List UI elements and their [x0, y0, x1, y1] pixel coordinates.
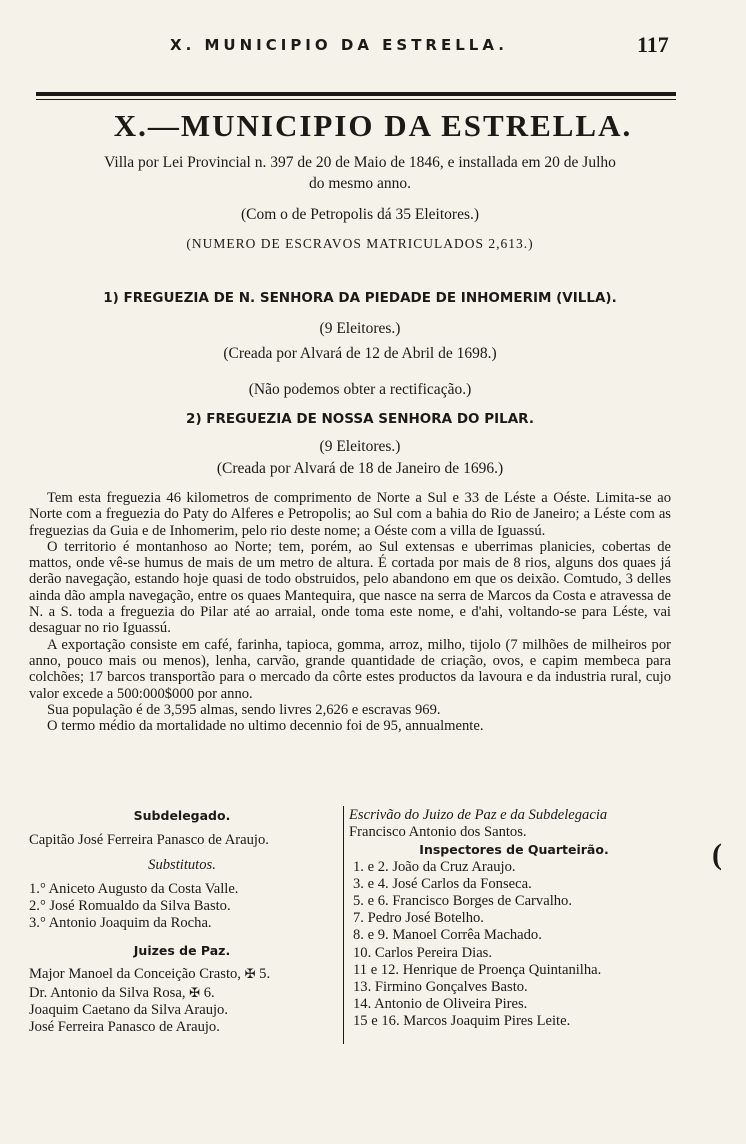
paragraph-territory: O territorio é montanhoso ao Norte; tem, porém, ao Sul extensas e uberrimas planicies, cobertas de mattos, onde vê-se humus de mais de um metro de altura. É cortada por mais de 8 rios, alguns dos quaes já derão navegação, estando hoje quasi de todo obstruidos, pelo abandono em que os deixão. Comtudo, 3 delles ainda dão ampla navegação, entre os quaes Mantequira, que nasce na serra de Marcos da Costa e atravessa de N. a S. toda a freguezia do Pilar até ao arraial, onde toma este nome, e d'ahi, voltando-se para Léste, vai desaguar no rio Iguassú. [29, 538, 671, 637]
parish-1-note: (Não podemos obter a rectificação.) [248, 381, 472, 398]
list-item: 13. Firmino Gonçalves Basto. [353, 979, 528, 996]
substitutos-list [29, 881, 335, 933]
juiz-name: Major Manoel da Conceição Crasto, [29, 966, 241, 983]
paragraph-population: Sua população é de 3,595 almas, sendo livres 2,626 e escravas 969. [47, 701, 441, 718]
juiz-name: Joaquim Caetano da Silva Araujo. [29, 1001, 229, 1018]
list-item [29, 984, 335, 1002]
column-divider [343, 806, 344, 1044]
page-number: 117 [637, 32, 669, 57]
subdelegado-name: Capitão José Ferreira Panasco de Araujo. [29, 832, 269, 849]
double-rule-thick [36, 92, 676, 96]
paragraph-mortality: O termo médio da mortalidade no ultimo decennio foi de 95, annualmente. [47, 718, 484, 735]
list-item: 3. e 4. José Carlos da Fonseca. [353, 875, 532, 892]
inspectores-heading: Inspectores de Quarteirão. [419, 842, 609, 858]
list-item: 2.° José Romualdo da Silva Basto. [29, 897, 231, 914]
right-column [349, 807, 679, 1031]
juizes-list [29, 965, 335, 1036]
list-item: 10. Carlos Pereira Dias. [353, 944, 493, 961]
parish-1-title: 1) FREGUEZIA DE N. SENHORA DA PIEDADE DE INHOMERIM (VILLA). [103, 290, 617, 306]
parish-1-electors: (9 Eleitores.) [319, 320, 401, 337]
list-item: 1. e 2. João da Cruz Araujo. [353, 858, 516, 875]
left-column [29, 807, 335, 1036]
double-rule-thin [36, 99, 676, 100]
substitutos-heading: Substitutos. [148, 857, 216, 874]
intro-line-2: do mesmo anno. [308, 175, 412, 192]
parish-2-electors: (9 Eleitores.) [319, 438, 401, 455]
inspectores-list [349, 859, 679, 1031]
slave-count: (NUMERO DE ESCRAVOS MATRICULADOS 2,613.) [186, 236, 534, 251]
list-item: 3.° Antonio Joaquim da Rocha. [29, 915, 212, 932]
running-title: X. MUNICIPIO DA ESTRELLA. [170, 36, 508, 54]
cross-icon: ✠ [244, 966, 256, 982]
margin-bracket-mark: ( [712, 838, 722, 871]
paragraph-exports: A exportação consiste em café, farinha, tapioca, gomma, arroz, milho, tijolo (7 milhões de milheiros por anno, pouco mais ou menos), lenha, carvão, grande quantidade de criação, ovos, e capim membeca para colchões; 17 barcos transportão para o mercado da côrte estes productos da lavoura e da industria rural, cujo valor excede a 500:000$000 por anno. [29, 636, 671, 702]
escrivao-heading: Escrivão do Juizo de Paz e da Subdelegacia [349, 807, 608, 823]
juiz-name: José Ferreira Panasco de Araujo. [29, 1019, 220, 1036]
cross-icon: ✠ [189, 984, 201, 1000]
parish-2-created: (Creada por Alvará de 18 de Janeiro de 1696.) [216, 460, 504, 477]
list-item [29, 1019, 335, 1036]
juiz-name: Dr. Antonio da Silva Rosa, [29, 984, 186, 1001]
juiz-number: 5. [259, 966, 271, 983]
list-item [29, 965, 335, 983]
main-title: X.—MUNICIPIO DA ESTRELLA. [113, 108, 633, 143]
running-head [0, 34, 746, 60]
subdelegado-heading: Subdelegado. [133, 808, 231, 823]
municipio-electors: (Com o de Petropolis dá 35 Eleitores.) [240, 206, 480, 223]
list-item: 1.° Aniceto Augusto da Costa Valle. [29, 880, 239, 897]
list-item: 14. Antonio de Oliveira Pires. [353, 996, 528, 1013]
list-item: 15 e 16. Marcos Joaquim Pires Leite. [353, 1013, 571, 1030]
list-item: 8. e 9. Manoel Corrêa Machado. [353, 927, 542, 944]
parish-2-title: 2) FREGUEZIA DE NOSSA SENHORA DO PILAR. [186, 411, 534, 427]
list-item [29, 1002, 335, 1019]
paragraph-limits: Tem esta freguezia 46 kilometros de comprimento de Norte a Sul e 33 de Léste a Oéste. Limita-se ao Norte com a freguezia do Paty do Alferes e Petropolis; ao Sul com a bahia do Rio de Janeiro; a Léste com as freguezias da Guia e de Inhomerim, pelo rio deste nome; a Oéste com a villa de Iguassú. [29, 490, 671, 539]
list-item: 11 e 12. Henrique de Proença Quintanilha. [353, 961, 602, 978]
intro-line-1: Villa por Lei Provincial n. 397 de 20 de Maio de 1846, e installada em 20 de Julho [104, 154, 616, 171]
list-item: 7. Pedro José Botelho. [353, 910, 484, 927]
parish-1-created: (Creada por Alvará de 12 de Abril de 1698.) [223, 345, 497, 362]
list-item: 5. e 6. Francisco Borges de Carvalho. [353, 893, 572, 910]
juizes-heading: Juizes de Paz. [133, 943, 231, 959]
juiz-number: 6. [203, 984, 215, 1001]
parish-2-description [29, 490, 671, 734]
escrivao-name: Francisco Antonio dos Santos. [349, 824, 527, 841]
